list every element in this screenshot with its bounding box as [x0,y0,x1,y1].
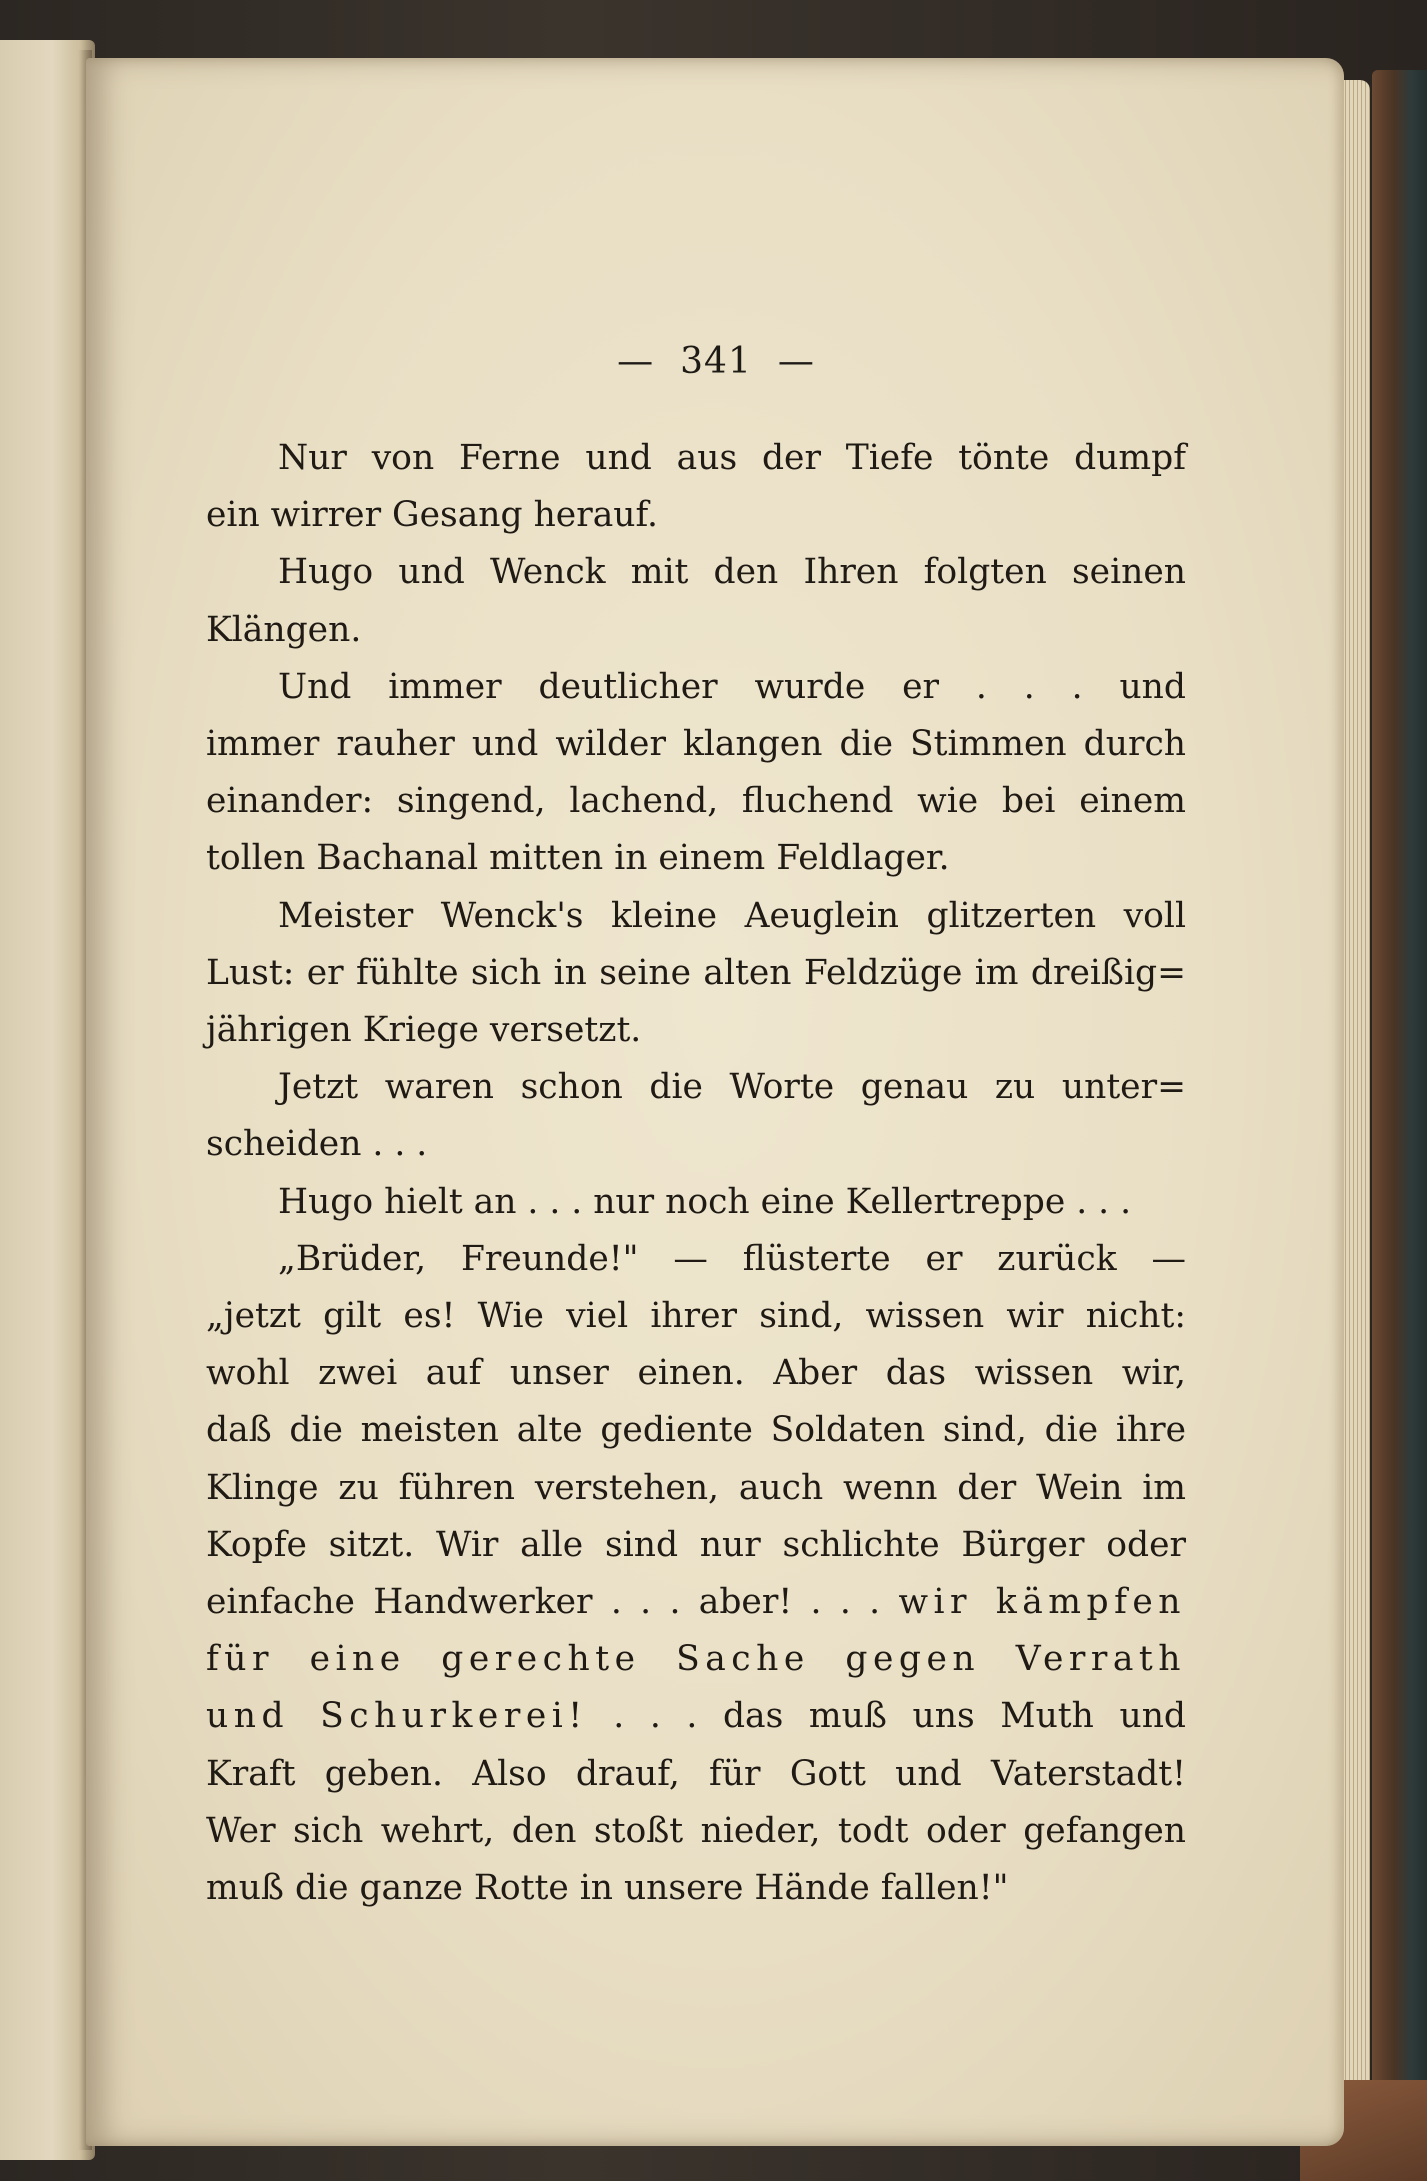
text-line: Wer sich wehrt, den stoßt nieder, todt oder gefangen [206,1810,1186,1851]
header-dash-right: — [777,341,815,382]
paragraph-4 [206,888,1186,1060]
paragraph-1 [206,430,1186,544]
text-line: Jetzt waren schon die Worte genau zu unter= [278,1067,1186,1108]
paragraph-2 [206,544,1186,658]
book-cover [1372,70,1427,2160]
text-line: daß die meisten alte gediente Soldaten sind, die ihre [206,1410,1186,1451]
text-line: Nur von Ferne und aus der Tiefe tönte dumpf [278,438,1186,478]
emphasized-text: wir kämpfen [898,1582,1187,1623]
text-line: Meister Wenck's kleine Aeuglein glitzerten voll [278,895,1186,936]
text-line: immer rauher und wilder klangen die Stimmen durch [206,724,1186,765]
page-header [86,341,1346,382]
page-text [206,430,1186,1917]
page-number: 341 [680,341,752,382]
paragraph-5 [206,1059,1186,1173]
header-dash-left: — [617,341,655,382]
text-line: Klinge zu führen verstehen, auch wenn der Wein im [206,1467,1186,1508]
text-line [206,1574,1186,1631]
text-segment: . . . das muß uns Muth und [613,1696,1186,1737]
text-line: Hugo hielt an . . . nur noch eine Kellertreppe . . . [278,1181,1132,1222]
text-line: „jetzt gilt es! Wie viel ihrer sind, wissen wir nicht: [206,1296,1186,1337]
text-line: muß die ganze Rotte in unsere Hände fallen!" [206,1868,1009,1909]
emphasized-text-line: für eine gerechte Sache gegen Verrath [206,1639,1186,1680]
text-line: Hugo und Wenck mit den Ihren folgten seinen [278,552,1186,593]
text-line: Und immer deutlicher wurde er . . . und [278,666,1186,707]
text-segment: einfache Handwerker . . . aber! . . . [206,1582,881,1623]
text-line: Lust: er fühlte sich in seine alten Feldzüge im dreißig= [206,952,1186,993]
text-line: „Brüder, Freunde!" — flüsterte er zurück — [278,1238,1186,1279]
text-line: scheiden . . . [206,1124,428,1165]
text-line: einander: singend, lachend, fluchend wie bei einem [206,781,1186,822]
book-page [86,58,1344,2146]
paragraph-7 [206,1231,1186,1917]
emphasized-text: und Schurkerei! [206,1696,588,1737]
text-line [206,1688,1186,1745]
paragraph-3 [206,659,1186,888]
text-line: Kraft geben. Also drauf, für Gott und Vaterstadt! [206,1753,1186,1794]
text-line: tollen Bachanal mitten in einem Feldlager. [206,838,950,879]
paragraph-6 [206,1174,1186,1231]
text-line: ein wirrer Gesang herauf. [206,495,659,536]
text-line: Kopfe sitzt. Wir alle sind nur schlichte Bürger oder [206,1524,1186,1565]
text-line: wohl zwei auf unser einen. Aber das wissen wir, [206,1353,1186,1394]
text-line: Klängen. [206,609,362,650]
text-line: jährigen Kriege versetzt. [206,1010,642,1051]
